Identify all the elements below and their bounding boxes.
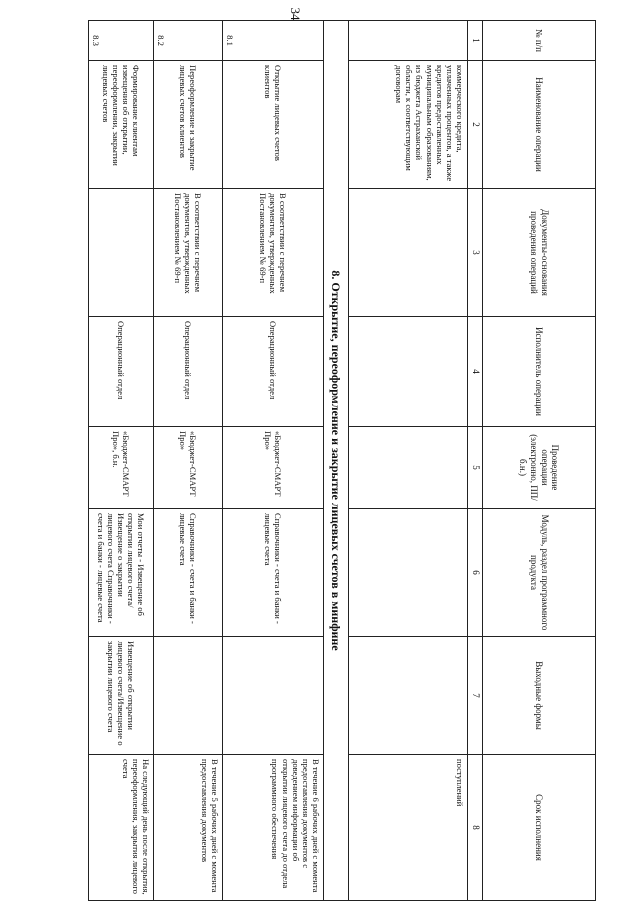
- operation-name: коммерческого кредита, уплаченных процентов, а также кредитов предоставленных муниципальным образованиям, из бюджета Астраханской области, к соответствующим договорам: [349, 61, 468, 189]
- header-cell: № п/п: [483, 21, 596, 61]
- header-cell: Исполнитель операции: [483, 317, 596, 427]
- column-number: 7: [468, 637, 483, 755]
- deadline: На следующий день после открытия, переоформления, закрытия лицевого счета: [89, 755, 154, 901]
- output-forms: [154, 637, 223, 755]
- table-cell: [349, 427, 468, 509]
- executor: Операционный отдел: [223, 317, 324, 427]
- basis-documents: В соответствии с перечнем документов, утвержденных Постановлением № 69-п: [223, 189, 324, 317]
- table-cell: [349, 317, 468, 427]
- section-title: 8. Открытие, переоформление и закрытие лицевых счетов в минфине: [324, 21, 349, 901]
- operation-name: Формирование клиентам извещения об открытии, переоформлении, закрытии лицевых счетов: [89, 61, 154, 189]
- processing-mode: «Бюджет-СМАРТ Про»: [223, 427, 324, 509]
- section-heading-row: [324, 21, 349, 901]
- program-module: Справочники - счета и банки - лицевые счета: [223, 509, 324, 637]
- operations-table: [88, 20, 596, 901]
- row-number: 8.2: [154, 21, 223, 61]
- header-cell: Выходные формы: [483, 637, 596, 755]
- basis-documents: В соответствии с перечнем документов, утвержденных Постановлением № 69-п: [154, 189, 223, 317]
- column-number: 1: [468, 21, 483, 61]
- deadline: В течение 5 рабочих дней с момента предоставления документов: [154, 755, 223, 901]
- column-number: 5: [468, 427, 483, 509]
- row-number: 8.3: [89, 21, 154, 61]
- executor: Операционный отдел: [154, 317, 223, 427]
- table-cell: [349, 21, 468, 61]
- output-forms: [223, 637, 324, 755]
- processing-mode: «Бюджет-СМАРТ Про», б.н.: [89, 427, 154, 509]
- column-number-row: [468, 21, 483, 901]
- executor: Операционный отдел: [89, 317, 154, 427]
- row-number: 8.1: [223, 21, 324, 61]
- header-cell: Проведение операции (электронно, ПП/б.н.): [483, 427, 596, 509]
- program-module: Мои отчеты - Извещение об открытии лицевого счета/Извещение о закрытии лицевого счета Справочники - счета и банки - лицевые счета: [89, 509, 154, 637]
- table-cell: [349, 189, 468, 317]
- header-cell: Срок исполнения: [483, 755, 596, 901]
- header-cell: Наименование операции: [483, 61, 596, 189]
- processing-mode: «Бюджет-СМАРТ Про»: [154, 427, 223, 509]
- table-header-row: [483, 21, 596, 901]
- deadline: поступлений: [349, 755, 468, 901]
- table-row: [89, 21, 154, 901]
- operation-name: Открытие лицевых счетов клиентов: [223, 61, 324, 189]
- table-cell: [349, 637, 468, 755]
- program-module: Справочники - счета и банки - лицевые счета: [154, 509, 223, 637]
- table-cell: [349, 509, 468, 637]
- column-number: 2: [468, 61, 483, 189]
- table-row: [154, 21, 223, 901]
- deadline: В течение 6 рабочих дней с момента предоставления документов с доведением информации об открытии лицевого счета до отдела программного обеспечения: [223, 755, 324, 901]
- column-number: 3: [468, 189, 483, 317]
- operation-name: Переоформление и закрытие лицевых счетов клиентов: [154, 61, 223, 189]
- column-number: 6: [468, 509, 483, 637]
- rotated-page-content: [91, 20, 596, 900]
- table-row: [223, 21, 324, 901]
- column-number: 4: [468, 317, 483, 427]
- header-cell: Документы-основания проведения операций: [483, 189, 596, 317]
- basis-documents: [89, 189, 154, 317]
- page-number: 34: [288, 7, 303, 21]
- header-cell: Модуль, раздел программного продукта: [483, 509, 596, 637]
- column-number: 8: [468, 755, 483, 901]
- output-forms: Извещение об открытии лицевого счета/Извещение о закрытии лицевого счета: [89, 637, 154, 755]
- continuation-row: [349, 21, 468, 901]
